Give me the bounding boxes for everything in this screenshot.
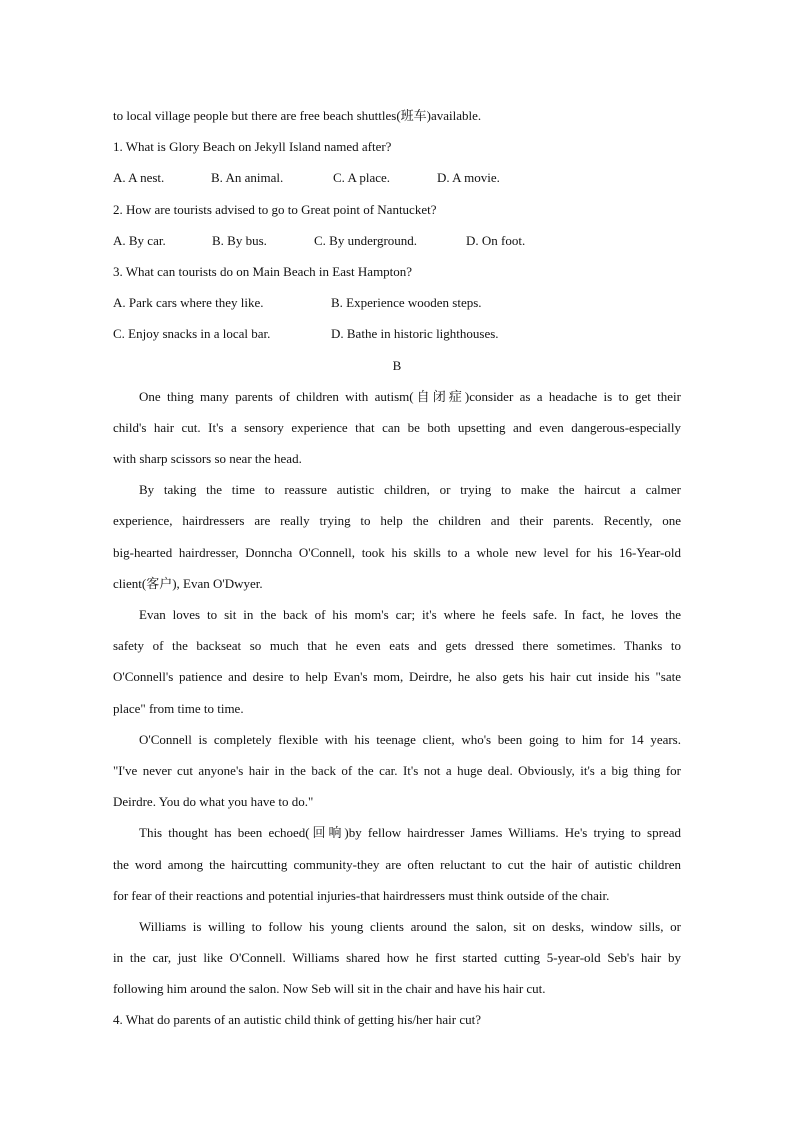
passage-b-p4-line-2: "I've never cut anyone's hair in the back of the car. It's not a huge deal. Obviously, it's a big thing for [113, 762, 681, 778]
q3-option-c[interactable]: C. Enjoy snacks in a local bar. [113, 326, 271, 342]
passage-b-p5-line-2: the word among the haircutting community-they are often reluctant to cut the hair of autistic children [113, 856, 681, 872]
q3-option-b[interactable]: B. Experience wooden steps. [331, 295, 482, 311]
q3-option-d[interactable]: D. Bathe in historic lighthouses. [331, 326, 499, 342]
q2-option-c[interactable]: C. By underground. [314, 232, 418, 248]
passage-b-p1-line-2: child's hair cut. It's a sensory experience that can be both upsetting and even dangerous-especially [113, 419, 681, 435]
question-2-options [113, 225, 681, 256]
passage-b-p2-line-3: big-hearted hairdresser, Donncha O'Connell, took his skills to a whole new level for his 16-Year-old [113, 544, 681, 560]
q1-option-c[interactable]: C. A place. [333, 170, 391, 186]
passage-b-p3-line-4: place" from time to time. [113, 700, 244, 716]
passage-b-p6-line-3: following him around the salon. Now Seb will sit in the chair and have his hair cut. [113, 981, 546, 997]
question-4-stem: 4. What do parents of an autistic child think of getting his/her hair cut? [113, 1012, 481, 1028]
passage-b-p2-line-4: client(客户), Evan O'Dwyer. [113, 575, 263, 591]
question-3-options-row-2 [113, 318, 681, 349]
passage-b-p1-line-3: with sharp scissors so near the head. [113, 451, 302, 467]
q3-option-a[interactable]: A. Park cars where they like. [113, 295, 264, 311]
question-2-stem: 2. How are tourists advised to go to Great point of Nantucket? [113, 201, 437, 217]
q1-option-a[interactable]: A. A nest. [113, 170, 165, 186]
passage-b-p2-line-1: By taking the time to reassure autistic children, or trying to make the haircut a calmer [139, 482, 681, 498]
section-b-heading: B [392, 357, 402, 373]
passage-b-p2-line-2: experience, hairdressers are really trying to help the children and their parents. Recently, one [113, 513, 681, 529]
passage-b-p4-line-3: Deirdre. You do what you have to do." [113, 794, 314, 810]
passage-b-p3-line-1: Evan loves to sit in the back of his mom's car; it's where he feels safe. In fact, he loves the [139, 607, 681, 622]
passage-b-p4-line-1: O'Connell is completely flexible with his teenage client, who's been going to him for 14 years. [139, 731, 681, 747]
question-1-options [113, 162, 681, 193]
passage-b-p3-line-2: safety of the backseat so much that he even eats and gets dressed there sometimes. Thanks to [113, 638, 681, 654]
passage-b-p6-line-2: in the car, just like O'Connell. Williams shared how he first started cutting 5-year-old Seb's hair by [113, 950, 681, 966]
question-1-stem: 1. What is Glory Beach on Jekyll Island named after? [113, 139, 392, 155]
q1-option-d[interactable]: D. A movie. [437, 170, 500, 186]
exam-page [113, 100, 681, 1036]
q2-option-b[interactable]: B. By bus. [212, 232, 267, 248]
passage-b-p6-line-1: Williams is willing to follow his young clients around the salon, sit on desks, window sills, or [139, 918, 681, 934]
passage-b-p3-line-3: O'Connell's patience and desire to help Evan's mom, Deirdre, he also gets his hair cut inside his "sate [113, 669, 681, 685]
question-3-stem: 3. What can tourists do on Main Beach in East Hampton? [113, 263, 413, 279]
q2-option-d[interactable]: D. On foot. [466, 232, 526, 248]
question-3-options-row-1 [113, 287, 681, 318]
q1-option-b[interactable]: B. An animal. [211, 170, 284, 186]
passage-b-p5-line-1: This thought has been echoed(回响)by fellow hairdresser James Williams. He's trying to spread [139, 825, 681, 841]
q2-option-a[interactable]: A. By car. [113, 232, 166, 248]
passage-b-p1-line-1: One thing many parents of children with autism(自闭症)consider as a headache is to get their [139, 388, 681, 404]
intro-tail-line: to local village people but there are free beach shuttles(班车)available. [113, 108, 482, 123]
passage-b-p5-line-3: for fear of their reactions and potential injuries-that hairdressers must think outside of the chair. [113, 887, 610, 903]
